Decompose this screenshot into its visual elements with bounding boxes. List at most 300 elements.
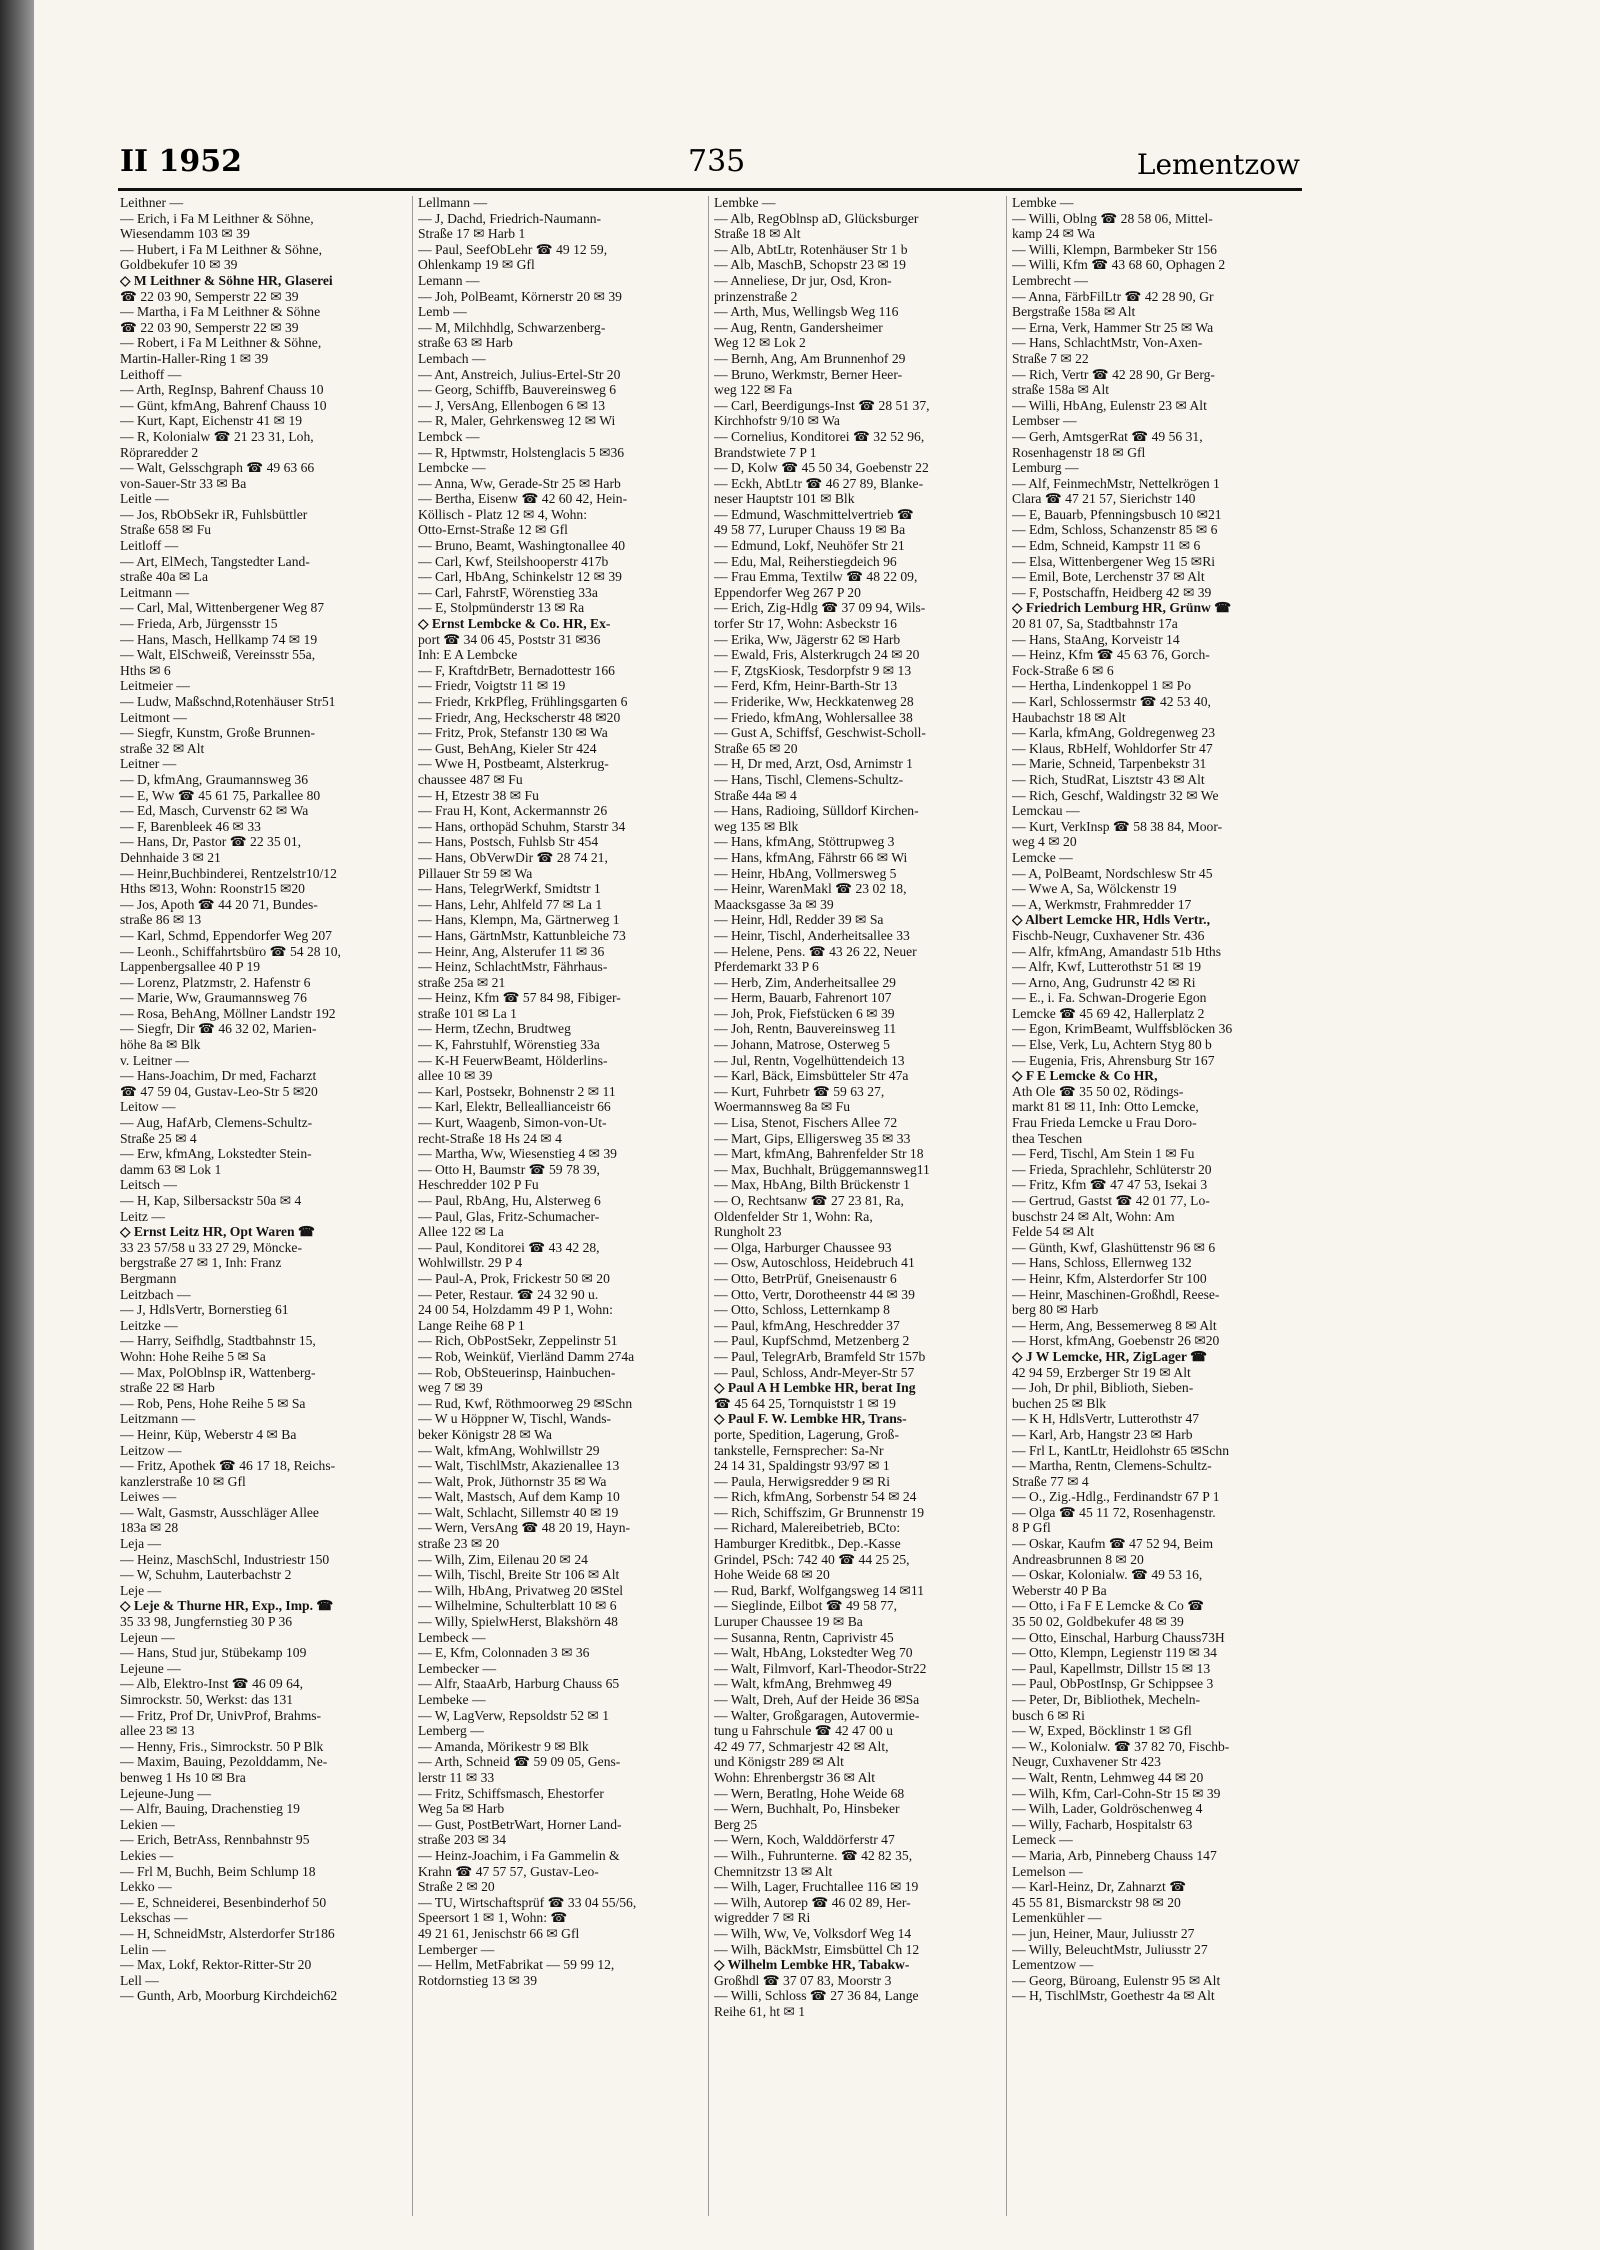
directory-entry-line: Weg 12 ✉ Lok 2 bbox=[714, 335, 806, 351]
directory-entry-line: Fock-Straße 6 ✉ 6 bbox=[1012, 662, 1114, 678]
directory-entry-line: — Helene, Pens. ☎ 43 26 22, Neuer bbox=[714, 943, 917, 959]
directory-entry-line: — Otto H, Baumstr ☎ 59 78 39, bbox=[418, 1161, 600, 1177]
header-year: II 1952 bbox=[120, 144, 243, 179]
directory-entry-line: — Walt, kfmAng, Wohlwillstr 29 bbox=[418, 1442, 600, 1458]
directory-entry-line: Lembke — bbox=[1012, 195, 1074, 210]
directory-entry-line: torfer Str 17, Wohn: Asbeckstr 16 bbox=[714, 616, 897, 632]
directory-entry-line: — Erw, kfmAng, Lokstedter Stein- bbox=[120, 1146, 312, 1162]
directory-entry-line: Brandstwiete 7 P 1 bbox=[714, 444, 817, 460]
directory-entry-line: Lejeune-Jung — bbox=[120, 1785, 211, 1801]
directory-entry-line: — J, VersAng, Ellenbogen 6 ✉ 13 bbox=[418, 397, 606, 413]
directory-entry-line: — Rosa, BehAng, Möllner Landstr 192 bbox=[120, 1005, 336, 1021]
directory-entry-line: — Leonh., Schiffahrtsbüro ☎ 54 28 10, bbox=[120, 943, 341, 959]
directory-entry-line: — K H, HdlsVertr, Lutterothstr 47 bbox=[1012, 1411, 1200, 1427]
directory-entry-line: Wohn: Hohe Reihe 5 ✉ Sa bbox=[120, 1348, 266, 1364]
directory-entry-line: straße 32 ✉ Alt bbox=[120, 740, 205, 756]
directory-entry-line: — H, Kap, Silbersackstr 50a ✉ 4 bbox=[120, 1193, 302, 1208]
directory-entry-line: Lelin — bbox=[120, 1941, 166, 1957]
directory-entry-line: Lemcke — bbox=[1012, 849, 1073, 865]
directory-entry-line: — Gust, BehAng, Kieler Str 424 bbox=[418, 740, 597, 756]
directory-entry-line: Krahn ☎ 47 57 57, Gustav-Leo- bbox=[418, 1863, 599, 1879]
directory-entry-line: Lemeck — bbox=[1012, 1832, 1073, 1848]
directory-entry-line: Leitzke — bbox=[120, 1317, 178, 1333]
directory-entry-line: — Wilh, HbAng, Privatweg 20 ✉Stel bbox=[418, 1582, 624, 1598]
directory-entry-line: — Ant, Anstreich, Julius-Ertel-Str 20 bbox=[418, 366, 621, 382]
directory-entry-line: allee 23 ✉ 13 bbox=[120, 1723, 195, 1739]
directory-entry-line: — Otto, i Fa F E Lemcke & Co ☎ bbox=[1012, 1598, 1205, 1614]
directory-entry-line: — Wilh, Lager, Fruchtallee 116 ✉ 19 bbox=[714, 1879, 919, 1895]
directory-entry-line: — Wilh, Autorep ☎ 46 02 89, Her- bbox=[714, 1894, 911, 1910]
directory-entry-line: — Hans-Joachim, Dr med, Facharzt bbox=[120, 1068, 317, 1084]
directory-entry-line: — E, Bauarb, Pfenningsbusch 10 ✉21 bbox=[1012, 506, 1222, 522]
directory-entry-line: Leitmont — bbox=[120, 709, 187, 725]
directory-entry-line: — Kurt, Fuhrbetr ☎ 59 63 27, bbox=[714, 1083, 885, 1099]
directory-entry-line: — H, Dr med, Arzt, Osd, Arnimstr 1 bbox=[714, 756, 913, 772]
directory-entry-line: Leitzmann — bbox=[120, 1411, 196, 1427]
directory-entry-line: — D, kfmAng, Graumannsweg 36 bbox=[120, 771, 309, 787]
directory-entry-line: — Otto, Schloss, Letternkamp 8 bbox=[714, 1302, 890, 1318]
directory-entry-line: Ohlenkamp 19 ✉ Gfl bbox=[418, 257, 535, 273]
directory-entry-line: — Susanna, Rentn, Caprivistr 45 bbox=[714, 1629, 894, 1645]
directory-entry-line: — Heinr, Hdl, Redder 39 ✉ Sa bbox=[714, 912, 884, 928]
directory-entry-line: — Carl, FahrstF, Wörenstieg 33a bbox=[418, 584, 598, 600]
directory-entry-line: — Anna, Ww, Gerade-Str 25 ✉ Harb bbox=[418, 475, 621, 491]
directory-entry-line: — Hans, Dr, Pastor ☎ 22 35 01, bbox=[120, 834, 302, 850]
directory-entry-line: Berg 25 bbox=[714, 1816, 758, 1832]
directory-entry-line: — Walt, Rentn, Lehmweg 44 ✉ 20 bbox=[1012, 1769, 1204, 1785]
directory-entry-line: recht-Straße 18 Hs 24 ✉ 4 bbox=[418, 1130, 562, 1146]
directory-entry-line: — Herm, Bauarb, Fahrenort 107 bbox=[714, 990, 892, 1006]
directory-entry-line: — Fritz, Prof Dr, UnivProf, Brahms- bbox=[120, 1707, 322, 1723]
directory-entry-line: Hamburger Kreditbk., Dep.-Kasse bbox=[714, 1536, 901, 1552]
directory-entry-line: — Hans, TelegrWerkf, Smidtstr 1 bbox=[418, 881, 601, 897]
directory-entry-line: — Edm, Schloss, Schanzenstr 85 ✉ 6 bbox=[1012, 522, 1218, 538]
directory-entry-line: — Oskar, Kaufm ☎ 47 52 94, Beim bbox=[1012, 1536, 1214, 1552]
directory-entry-line: markt 81 ✉ 11, Inh: Otto Lemcke, bbox=[1012, 1099, 1199, 1115]
directory-entry-line: — Paul, RbAng, Hu, Alsterweg 6 bbox=[418, 1193, 601, 1208]
directory-entry-line: — F, KraftdrBetr, Bernadottestr 166 bbox=[418, 662, 615, 678]
directory-entry-line: Leitsch — bbox=[120, 1177, 178, 1193]
directory-entry-line: — Rich, kfmAng, Sorbenstr 54 ✉ 24 bbox=[714, 1489, 917, 1505]
directory-entry-line: — Wilhelmine, Schulterblatt 10 ✉ 6 bbox=[418, 1598, 617, 1614]
directory-entry-line: — Emil, Bote, Lerchenstr 37 ✉ Alt bbox=[1012, 569, 1205, 585]
directory-entry-line: weg 7 ✉ 39 bbox=[418, 1380, 483, 1396]
directory-entry-line: — Carl, Mal, Wittenbergener Weg 87 bbox=[120, 600, 325, 616]
directory-entry-line: — Alfr, StaaArb, Harburg Chauss 65 bbox=[418, 1676, 620, 1692]
directory-entry-line: Lekies — bbox=[120, 1847, 174, 1863]
directory-entry-line: Clara ☎ 47 21 57, Sierichstr 140 bbox=[1012, 491, 1196, 507]
directory-entry-line: — Walt, Gelsschgraph ☎ 49 63 66 bbox=[120, 460, 315, 476]
directory-entry-line: — Wern, Buchhalt, Po, Hinsbeker bbox=[714, 1801, 900, 1817]
directory-entry-line: Leitle — bbox=[120, 491, 169, 507]
directory-entry-line: Maacksgasse 3a ✉ 39 bbox=[714, 896, 834, 912]
directory-entry-line: — Bernh, Ang, Am Brunnenhof 29 bbox=[714, 350, 906, 366]
directory-entry-line: — Kurt, VerkInsp ☎ 58 38 84, Moor- bbox=[1012, 818, 1223, 834]
directory-entry-line: — Friedo, kfmAng, Wohlersallee 38 bbox=[714, 709, 913, 725]
directory-entry-line: — Max, Buchhalt, Brüggemannsweg11 bbox=[714, 1161, 930, 1177]
directory-entry-line: — Paul, KupfSchmd, Metzenberg 2 bbox=[714, 1333, 910, 1349]
directory-entry-line: von-Sauer-Str 33 ✉ Ba bbox=[120, 475, 247, 491]
directory-entry-line: Straße 7 ✉ 22 bbox=[1012, 350, 1089, 366]
directory-entry-line: — Arth, Mus, Wellingsb Weg 116 bbox=[714, 304, 899, 320]
directory-entry-line: — Marie, Ww, Graumannsweg 76 bbox=[120, 990, 307, 1006]
directory-entry-line: — Erich, i Fa M Leithner & Söhne, bbox=[120, 210, 314, 226]
directory-entry-line: — Horst, kfmAng, Goebenstr 26 ✉20 bbox=[1012, 1333, 1220, 1349]
directory-entry-line: — Gunth, Arb, Moorburg Kirchdeich62 bbox=[120, 1988, 338, 2004]
directory-entry-line: Luruper Chaussee 19 ✉ Ba bbox=[714, 1614, 863, 1630]
directory-entry-line: — Fritz, Schiffsmasch, Ehestorfer bbox=[418, 1785, 604, 1801]
directory-entry-line: Leitzow — bbox=[120, 1442, 182, 1458]
directory-entry-line: Lementzow — bbox=[1012, 1957, 1094, 1973]
directory-entry-line: ◇ M Leithner & Söhne HR, Glaserei bbox=[120, 272, 333, 288]
directory-entry-line: — E, Schneiderei, Besenbinderhof 50 bbox=[120, 1894, 327, 1910]
directory-entry-line: Röpraredder 2 bbox=[120, 444, 199, 460]
directory-entry-line: — Martha, i Fa M Leithner & Söhne bbox=[120, 304, 321, 320]
directory-entry-line: — Fritz, Apothek ☎ 46 17 18, Reichs- bbox=[120, 1458, 336, 1474]
directory-entry-line: straße 63 ✉ Harb bbox=[418, 335, 513, 351]
directory-entry-line: ◇ Ernst Leitz HR, Opt Waren ☎ bbox=[120, 1224, 315, 1240]
directory-entry-line: — Mart, kfmAng, Bahrenfelder Str 18 bbox=[714, 1146, 924, 1162]
directory-entry-line: benweg 1 Hs 10 ✉ Bra bbox=[120, 1769, 246, 1785]
directory-entry-line: — F, Barenbleek 46 ✉ 33 bbox=[120, 818, 261, 834]
directory-entry-line: — Alb, Elektro-Inst ☎ 46 09 64, bbox=[120, 1676, 304, 1692]
directory-entry-line: — R, Hptwmstr, Holstenglacis 5 ✉36 bbox=[418, 444, 625, 460]
directory-column-4 bbox=[1012, 195, 1302, 2225]
directory-entry-line: — Hans, orthopäd Schuhm, Starstr 34 bbox=[418, 818, 626, 834]
directory-entry-line: — Erich, Zig-Hdlg ☎ 37 09 94, Wils- bbox=[714, 600, 926, 616]
directory-entry-line: Lemcke ☎ 45 69 42, Hallerplatz 2 bbox=[1012, 1005, 1205, 1021]
directory-entry-line: straße 101 ✉ La 1 bbox=[418, 1005, 517, 1021]
directory-entry-line: — W u Höppner W, Tischl, Wands- bbox=[418, 1411, 612, 1427]
directory-entry-line: Andreasbrunnen 8 ✉ 20 bbox=[1012, 1551, 1144, 1567]
directory-entry-line: Otto-Ernst-Straße 12 ✉ Gfl bbox=[418, 522, 568, 538]
directory-entry-line: und Königstr 289 ✉ Alt bbox=[714, 1754, 844, 1770]
directory-entry-line: — Alfr, Bauing, Drachenstieg 19 bbox=[120, 1801, 300, 1817]
directory-entry-line: — Mart, Gips, Elligersweg 35 ✉ 33 bbox=[714, 1130, 911, 1146]
directory-entry-line: — Wwe A, Sa, Wölckenstr 19 bbox=[1012, 881, 1177, 897]
directory-entry-line: Straße 77 ✉ 4 bbox=[1012, 1473, 1089, 1489]
directory-entry-line: Leitz — bbox=[120, 1208, 165, 1224]
directory-column-1 bbox=[120, 195, 410, 2225]
directory-entry-line: — Friedr, Ang, Heckscherstr 48 ✉20 bbox=[418, 709, 621, 725]
directory-entry-line: — R, Kolonialw ☎ 21 23 31, Loh, bbox=[120, 428, 314, 444]
directory-entry-line: Lembecker — bbox=[418, 1660, 497, 1676]
directory-entry-line: — Hubert, i Fa M Leithner & Söhne, bbox=[120, 241, 322, 257]
directory-entry-line: — Martha, Rentn, Clemens-Schultz- bbox=[1012, 1458, 1212, 1474]
directory-entry-line: — Wilh, Tischl, Breite Str 106 ✉ Alt bbox=[418, 1567, 620, 1583]
directory-entry-line: ◇ Ernst Lembcke & Co. HR, Ex- bbox=[418, 616, 611, 632]
directory-entry-line: prinzenstraße 2 bbox=[714, 288, 798, 304]
directory-entry-line: Weberstr 40 P Ba bbox=[1012, 1582, 1107, 1598]
directory-entry-line: — Paul, Konditorei ☎ 43 42 28, bbox=[418, 1239, 600, 1255]
directory-entry-line: Lange Reihe 68 P 1 bbox=[418, 1317, 525, 1333]
directory-entry-line: 49 58 77, Luruper Chauss 19 ✉ Ba bbox=[714, 522, 906, 538]
directory-entry-line: 45 55 81, Bismarckstr 98 ✉ 20 bbox=[1012, 1894, 1181, 1910]
directory-entry-line: Lembke — bbox=[714, 195, 776, 210]
directory-entry-line: — Walt, Dreh, Auf der Heide 36 ✉Sa bbox=[714, 1692, 920, 1707]
directory-entry-line: — Fritz, Prok, Stefanstr 130 ✉ Wa bbox=[418, 725, 608, 741]
directory-entry-line: 35 33 98, Jungfernstieg 30 P 36 bbox=[120, 1614, 293, 1630]
directory-entry-line: — Alfr, kfmAng, Amandastr 51b Hths bbox=[1012, 943, 1222, 959]
directory-entry-line: — Heinz, SchlachtMstr, Fährhaus- bbox=[418, 959, 608, 975]
directory-entry-line: 49 21 61, Jenischstr 66 ✉ Gfl bbox=[418, 1925, 580, 1941]
directory-entry-line: — Willi, Klempn, Barmbeker Str 156 bbox=[1012, 241, 1217, 257]
directory-entry-line: — Hans, Masch, Hellkamp 74 ✉ 19 bbox=[120, 631, 318, 647]
directory-entry-line: — Maria, Arb, Pinneberg Chauss 147 bbox=[1012, 1847, 1217, 1863]
directory-entry-line: — Hertha, Lindenkoppel 1 ✉ Po bbox=[1012, 678, 1192, 694]
directory-entry-line: — Karl, Schmd, Eppendorfer Weg 207 bbox=[120, 927, 332, 943]
directory-entry-line: — Bertha, Eisenw ☎ 42 60 42, Hein- bbox=[418, 491, 628, 507]
directory-entry-line: — Rich, Vertr ☎ 42 28 90, Gr Berg- bbox=[1012, 366, 1215, 382]
directory-entry-line: — Rich, ObPostSekr, Zeppelinstr 51 bbox=[418, 1333, 618, 1349]
directory-entry-line: — Willi, HbAng, Eulenstr 23 ✉ Alt bbox=[1012, 397, 1207, 413]
directory-entry-line: — Rob, Weinküf, Vierländ Damm 274a bbox=[418, 1348, 635, 1364]
directory-entry-line: — Alb, MaschB, Schopstr 23 ✉ 19 bbox=[714, 257, 906, 273]
directory-entry-line: — Willy, Facharb, Hospitalstr 63 bbox=[1012, 1816, 1193, 1832]
directory-entry-line: Lemburg — bbox=[1012, 460, 1079, 476]
directory-entry-line: — Ferd, Kfm, Heinr-Barth-Str 13 bbox=[714, 678, 898, 694]
directory-entry-line: — Frau Emma, Textilw ☎ 48 22 09, bbox=[714, 569, 918, 585]
header-rule bbox=[118, 188, 1302, 191]
directory-entry-line: — Hans, GärtnMstr, Kattunbleiche 73 bbox=[418, 927, 626, 943]
directory-entry-line: Großhdl ☎ 37 07 83, Moorstr 3 bbox=[714, 1972, 892, 1988]
directory-entry-line: — Heinr, WarenMakl ☎ 23 02 18, bbox=[714, 881, 907, 897]
directory-entry-line: — W, Schuhm, Lauterbachstr 2 bbox=[120, 1567, 292, 1583]
directory-entry-line: — Herb, Zim, Anderheitsallee 29 bbox=[714, 974, 896, 990]
directory-entry-line: — Hans, ObVerwDir ☎ 28 74 21, bbox=[418, 849, 608, 865]
directory-entry-line: 24 14 31, Spaldingstr 93/97 ✉ 1 bbox=[714, 1458, 890, 1474]
directory-entry-line: — Robert, i Fa M Leithner & Söhne, bbox=[120, 335, 322, 351]
directory-entry-line: Lemann — bbox=[418, 272, 480, 288]
directory-entry-line: — Heinz, MaschSchl, Industriestr 150 bbox=[120, 1551, 330, 1567]
directory-entry-line: straße 23 ✉ 20 bbox=[418, 1536, 500, 1552]
directory-entry-line: — Walt, Prok, Jüthornstr 35 ✉ Wa bbox=[418, 1473, 607, 1489]
directory-entry-line: — Heinr, Tischl, Anderheitsallee 33 bbox=[714, 927, 910, 943]
directory-entry-line: Straße 65 ✉ 20 bbox=[714, 740, 798, 756]
directory-entry-line: — Joh, Rentn, Bauvereinsweg 11 bbox=[714, 1021, 897, 1037]
directory-entry-line: Rungholt 23 bbox=[714, 1224, 782, 1240]
directory-entry-line: Woermannsweg 8a ✉ Fu bbox=[714, 1099, 851, 1115]
directory-entry-line: Dehnhaide 3 ✉ 21 bbox=[120, 849, 221, 865]
directory-entry-line: Lekko — bbox=[120, 1879, 172, 1895]
directory-entry-line: Pferdemarkt 33 P 6 bbox=[714, 959, 819, 975]
directory-entry-line: — Hans, Schloss, Ellernweg 132 bbox=[1012, 1255, 1192, 1271]
directory-entry-line: — Walt, Mastsch, Auf dem Kamp 10 bbox=[418, 1489, 620, 1505]
directory-entry-line: ☎ 22 03 90, Semperstr 22 ✉ 39 bbox=[120, 319, 299, 335]
directory-entry-line: — Karl, Arb, Hangstr 23 ✉ Harb bbox=[1012, 1426, 1193, 1442]
directory-entry-line: — Karl, Postsekr, Bohnenstr 2 ✉ 11 bbox=[418, 1083, 616, 1099]
directory-entry-line: damm 63 ✉ Lok 1 bbox=[120, 1161, 222, 1177]
directory-entry-line: Wiesendamm 103 ✉ 39 bbox=[120, 226, 250, 242]
directory-entry-line: Lembach — bbox=[418, 350, 486, 366]
directory-entry-line: — Edu, Mal, Reiherstiegdeich 96 bbox=[714, 553, 897, 569]
directory-entry-line: Lemelson — bbox=[1012, 1863, 1083, 1879]
directory-entry-line: — Olga, Harburger Chaussee 93 bbox=[714, 1239, 892, 1255]
directory-entry-line: 35 50 02, Goldbekufer 48 ✉ 39 bbox=[1012, 1614, 1184, 1630]
directory-entry-line: — E, Kfm, Colonnaden 3 ✉ 36 bbox=[418, 1645, 590, 1661]
directory-entry-line: Lembcke — bbox=[418, 460, 486, 476]
directory-entry-line: — R, Maler, Gehrkensweg 12 ✉ Wi bbox=[418, 413, 616, 429]
directory-entry-line: — F, Postschaffn, Heidberg 42 ✉ 39 bbox=[1012, 584, 1212, 600]
directory-entry-line: — Kurt, Kapt, Eichenstr 41 ✉ 19 bbox=[120, 413, 303, 429]
directory-entry-line: — Elsa, Wittenbergener Weg 15 ✉Ri bbox=[1012, 553, 1216, 569]
directory-entry-line: — Walt, ElSchweiß, Vereinsstr 55a, bbox=[120, 647, 316, 663]
directory-entry-line: — Herm, tZechn, Brudtweg bbox=[418, 1021, 571, 1037]
directory-entry-line: — O., Zig.-Hdlg., Ferdinandstr 67 P 1 bbox=[1012, 1489, 1220, 1505]
directory-entry-line: — E, Ww ☎ 45 61 75, Parkallee 80 bbox=[120, 787, 321, 803]
directory-entry-line: Lappenbergsallee 40 P 19 bbox=[120, 959, 261, 975]
directory-entry-line: — Art, ElMech, Tangstedter Land- bbox=[120, 553, 310, 569]
directory-entry-line: — Karl, Bäck, Eimsbütteler Str 47a bbox=[714, 1068, 909, 1084]
directory-entry-line: — Carl, HbAng, Schinkelstr 12 ✉ 39 bbox=[418, 569, 622, 585]
directory-entry-line: — Willy, SpielwHerst, Blakshörn 48 bbox=[418, 1614, 618, 1630]
directory-entry-line: ◇ Leje & Thurne HR, Exp., Imp. ☎ bbox=[120, 1598, 334, 1614]
directory-entry-line: — Willi, Oblng ☎ 28 58 06, Mittel- bbox=[1012, 210, 1213, 226]
directory-entry-line: Straße 658 ✉ Fu bbox=[120, 522, 212, 538]
directory-entry-line: ◇ Paul F. W. Lembke HR, Trans- bbox=[714, 1411, 907, 1427]
directory-entry-line: busch 6 ✉ Ri bbox=[1012, 1707, 1085, 1723]
directory-entry-line: Felde 54 ✉ Alt bbox=[1012, 1224, 1095, 1240]
directory-entry-line: — Arth, Schneid ☎ 59 09 05, Gens- bbox=[418, 1754, 621, 1770]
directory-entry-line: straße 203 ✉ 34 bbox=[418, 1832, 507, 1848]
directory-entry-line: — Frieda, Arb, Jürgensstr 15 bbox=[120, 616, 278, 632]
directory-entry-line: — Otto, Klempn, Legienstr 119 ✉ 34 bbox=[1012, 1645, 1217, 1661]
header-running-name: Lementzow bbox=[1136, 148, 1300, 181]
directory-entry-line: — Anna, FärbFilLtr ☎ 42 28 90, Gr bbox=[1012, 288, 1214, 304]
directory-entry-line: Bergstraße 158a ✉ Alt bbox=[1012, 304, 1136, 320]
directory-entry-line: weg 122 ✉ Fa bbox=[714, 382, 793, 398]
directory-entry-line: — Frau H, Kont, Ackermannstr 26 bbox=[418, 803, 608, 819]
directory-entry-line: — Aug, HafArb, Clemens-Schultz- bbox=[120, 1115, 313, 1131]
directory-entry-line: Köllisch - Platz 12 ✉ 4, Wohn: bbox=[418, 506, 588, 522]
directory-entry-line: — Rich, StudRat, Lisztstr 43 ✉ Alt bbox=[1012, 771, 1205, 787]
directory-entry-line: — W, Exped, Böcklinstr 1 ✉ Gfl bbox=[1012, 1723, 1192, 1739]
directory-entry-line: — Willi, Schloss ☎ 27 36 84, Lange bbox=[714, 1988, 919, 2004]
directory-entry-line: — W., Kolonialw. ☎ 37 82 70, Fischb- bbox=[1012, 1738, 1230, 1754]
column-divider bbox=[1006, 196, 1007, 2216]
directory-entry-line: Wohn: Ehrenbergstr 36 ✉ Alt bbox=[714, 1769, 876, 1785]
directory-entry-line: Kirchhofstr 9/10 ✉ Wa bbox=[714, 413, 840, 429]
directory-entry-line: — Heinr, Kfm, Alsterdorfer Str 100 bbox=[1012, 1270, 1207, 1286]
directory-entry-line: — O, Rechtsanw ☎ 27 23 81, Ra, bbox=[714, 1193, 904, 1208]
directory-entry-line: ☎ 47 59 04, Gustav-Leo-Str 5 ✉20 bbox=[120, 1083, 318, 1099]
directory-entry-line: Rotdornstieg 13 ✉ 39 bbox=[418, 1972, 538, 1988]
column-divider bbox=[412, 196, 413, 2216]
directory-entry-line: — M, Milchhdlg, Schwarzenberg- bbox=[418, 319, 606, 335]
directory-entry-line: — Ferd, Tischl, Am Stein 1 ✉ Fu bbox=[1012, 1146, 1195, 1162]
directory-entry-line: — TU, Wirtschaftsprüf ☎ 33 04 55/56, bbox=[418, 1894, 637, 1910]
directory-entry-line: — Heinz-Joachim, i Fa Gammelin & bbox=[418, 1847, 620, 1863]
directory-entry-line: Ath Ole ☎ 35 50 02, Rödings- bbox=[1012, 1083, 1184, 1099]
directory-entry-line: — Marie, Schneid, Tarpenbekstr 31 bbox=[1012, 756, 1207, 772]
directory-entry-line: straße 22 ✉ Harb bbox=[120, 1380, 215, 1396]
directory-entry-line: — Eugenia, Fris, Ahrensburg Str 167 bbox=[1012, 1052, 1215, 1068]
directory-entry-line: — Günth, Kwf, Glashüttenstr 96 ✉ 6 bbox=[1012, 1239, 1216, 1255]
directory-entry-line: — Hans, kfmAng, Fährstr 66 ✉ Wi bbox=[714, 849, 908, 865]
directory-entry-line: — Rud, Barkf, Wolfgangsweg 14 ✉11 bbox=[714, 1582, 925, 1598]
directory-entry-line: Leiwes — bbox=[120, 1489, 177, 1505]
directory-entry-line: — Friedr, Voigtstr 11 ✉ 19 bbox=[418, 678, 566, 694]
directory-entry-line: — Wwe H, Postbeamt, Alsterkrug- bbox=[418, 756, 609, 772]
directory-entry-line: — W, LagVerw, Repsoldstr 52 ✉ 1 bbox=[418, 1707, 609, 1723]
directory-entry-line: Lemenkühler — bbox=[1012, 1910, 1102, 1926]
directory-entry-line: Goldbekufer 10 ✉ 39 bbox=[120, 257, 238, 273]
directory-entry-line: Fischb-Neugr, Cuxhavener Str. 436 bbox=[1012, 927, 1205, 943]
directory-entry-line: Heschredder 102 P Fu bbox=[418, 1177, 539, 1193]
directory-entry-line: — Jul, Rentn, Vogelhüttendeich 13 bbox=[714, 1052, 905, 1068]
directory-entry-line: — Jos, Apoth ☎ 44 20 71, Bundes- bbox=[120, 896, 318, 912]
directory-entry-line: — Walt, Schlacht, Sillemstr 40 ✉ 19 bbox=[418, 1504, 619, 1520]
directory-entry-line: — Lorenz, Platzmstr, 2. Hafenstr 6 bbox=[120, 974, 311, 990]
directory-entry-line: — K-H FeuerwBeamt, Hölderlins- bbox=[418, 1052, 608, 1068]
directory-entry-line: buschstr 24 ✉ Alt, Wohn: Am bbox=[1012, 1208, 1175, 1224]
directory-entry-line: Lejeune — bbox=[120, 1660, 181, 1676]
directory-entry-line: — Herm, Ang, Bessemerweg 8 ✉ Alt bbox=[1012, 1317, 1217, 1333]
directory-entry-line: — Heinr, Maschinen-Großhdl, Reese- bbox=[1012, 1286, 1220, 1302]
directory-entry-line: — D, Kolw ☎ 45 50 34, Goebenstr 22 bbox=[714, 460, 929, 476]
directory-entry-line: — Wilh, Zim, Eilenau 20 ✉ 24 bbox=[418, 1551, 588, 1567]
directory-entry-line: Hths ✉ 6 bbox=[120, 662, 171, 678]
directory-entry-line: beker Königstr 28 ✉ Wa bbox=[418, 1426, 552, 1442]
directory-entry-line: — Willi, Kfm ☎ 43 68 60, Ophagen 2 bbox=[1012, 257, 1226, 273]
column-divider bbox=[708, 196, 709, 2216]
directory-entry-line: — Paul, Glas, Fritz-Schumacher- bbox=[418, 1208, 600, 1224]
directory-entry-line: — Jos, RbObSekr iR, Fuhlsbüttler bbox=[120, 506, 308, 522]
directory-entry-line: — Alf, FeinmechMstr, Nettelkrögen 1 bbox=[1012, 475, 1220, 491]
directory-entry-line: Bergmann bbox=[120, 1270, 177, 1286]
directory-entry-line: — J, HdlsVertr, Bornerstieg 61 bbox=[120, 1302, 289, 1318]
directory-entry-line: — Rich, Schiffszim, Gr Brunnenstr 19 bbox=[714, 1504, 925, 1520]
directory-entry-line: — Henny, Fris., Simrockstr. 50 P Blk bbox=[120, 1738, 324, 1754]
directory-entry-line: Haubachstr 18 ✉ Alt bbox=[1012, 709, 1126, 725]
directory-entry-line: höhe 8a ✉ Blk bbox=[120, 1037, 201, 1053]
directory-entry-line: — Walt, kfmAng, Brehmweg 49 bbox=[714, 1676, 892, 1692]
directory-entry-line: — Siegfr, Kunstm, Große Brunnen- bbox=[120, 725, 316, 741]
directory-entry-line: thea Teschen bbox=[1012, 1130, 1083, 1146]
directory-entry-line: Straße 44a ✉ 4 bbox=[714, 787, 797, 803]
directory-entry-line: — Paul, SeefObLehr ☎ 49 12 59, bbox=[418, 241, 608, 257]
directory-entry-line: Straße 2 ✉ 20 bbox=[418, 1879, 495, 1895]
directory-entry-line: allee 10 ✉ 39 bbox=[418, 1068, 493, 1084]
directory-entry-line: — Anneliese, Dr jur, Osd, Kron- bbox=[714, 272, 892, 288]
directory-entry-line: — Rich, Geschf, Waldingstr 32 ✉ We bbox=[1012, 787, 1219, 803]
directory-entry-line: — Frl L, KantLtr, Heidlohstr 65 ✉Schn bbox=[1012, 1442, 1229, 1458]
directory-entry-line: Lell — bbox=[120, 1972, 159, 1988]
directory-entry-line: Lembser — bbox=[1012, 413, 1077, 429]
directory-entry-line: — Osw, Autoschloss, Heidebruch 41 bbox=[714, 1255, 915, 1271]
directory-entry-line: — Sieglinde, Eilbot ☎ 49 58 77, bbox=[714, 1598, 898, 1614]
page-header bbox=[120, 144, 1300, 184]
directory-entry-line: — Otto, Vertr, Dorotheenstr 44 ✉ 39 bbox=[714, 1286, 915, 1302]
directory-entry-line: Allee 122 ✉ La bbox=[418, 1224, 504, 1240]
directory-entry-line: — Hans, SchlachtMstr, Von-Axen- bbox=[1012, 335, 1203, 351]
directory-entry-line: Frau Frieda Lemcke u Frau Doro- bbox=[1012, 1115, 1197, 1131]
directory-entry-line: — Karl, Schlossermstr ☎ 42 53 40, bbox=[1012, 694, 1211, 709]
directory-entry-line: — Edmund, Waschmittelvertrieb ☎ bbox=[714, 506, 914, 522]
directory-entry-line: — Paul-A, Prok, Frickestr 50 ✉ 20 bbox=[418, 1270, 610, 1286]
directory-entry-line: — Paul, Kapellmstr, Dillstr 15 ✉ 13 bbox=[1012, 1660, 1211, 1676]
directory-entry-line: — Paul, ObPostInsp, Gr Schippsee 3 bbox=[1012, 1676, 1214, 1692]
directory-entry-line: — Otto, BetrPrüf, Gneisenaustr 6 bbox=[714, 1270, 897, 1286]
directory-entry-line: — Wilh, Kfm, Carl-Cohn-Str 15 ✉ 39 bbox=[1012, 1785, 1221, 1801]
directory-entry-line: — Fritz, Kfm ☎ 47 47 53, Isekai 3 bbox=[1012, 1177, 1208, 1193]
directory-entry-line: — Karla, kfmAng, Goldregenweg 23 bbox=[1012, 725, 1216, 741]
directory-entry-line: — Heinr, Küp, Weberstr 4 ✉ Ba bbox=[120, 1426, 297, 1442]
directory-entry-line: — Klaus, RbHelf, Wohldorfer Str 47 bbox=[1012, 740, 1213, 756]
directory-entry-line: weg 4 ✉ 20 bbox=[1012, 834, 1077, 850]
directory-entry-line: — Egon, KrimBeamt, Wulffsblöcken 36 bbox=[1012, 1021, 1233, 1037]
directory-entry-line: — Arth, RegInsp, Bahrenf Chauss 10 bbox=[120, 382, 324, 398]
